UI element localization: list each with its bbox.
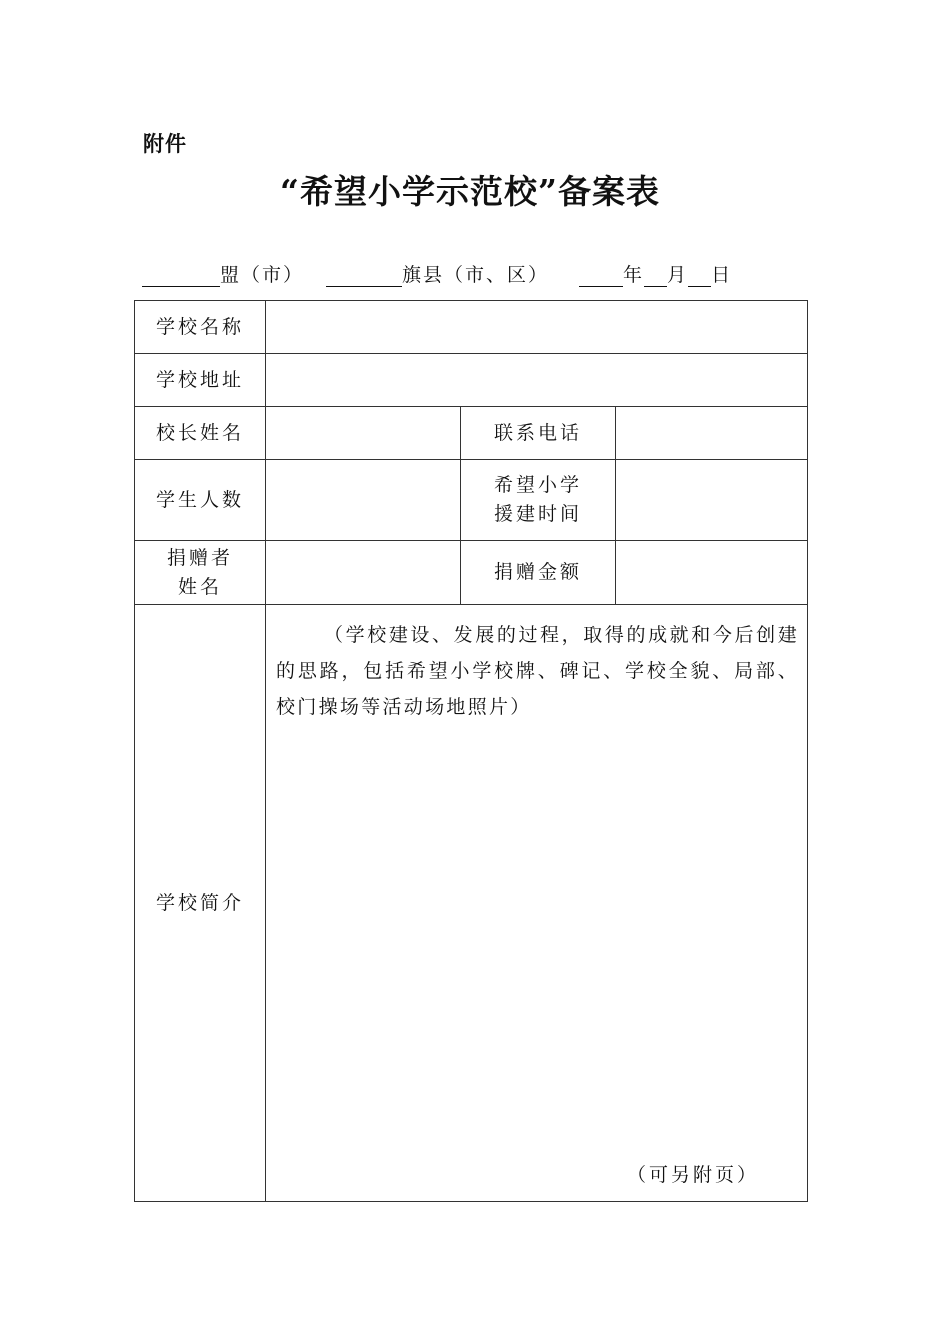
school-name-label: 学校名称 [135, 301, 266, 354]
month-label: 月 [667, 264, 689, 286]
student-count-field[interactable] [266, 460, 461, 541]
school-name-field[interactable] [266, 301, 808, 354]
donor-label-line2: 姓名 [177, 575, 222, 598]
donation-amount-field[interactable] [616, 541, 808, 605]
league-blank[interactable] [142, 265, 220, 287]
aid-time-label-line2: 援建时间 [493, 503, 582, 525]
registration-form-table [134, 300, 808, 1202]
league-label: 盟（市） [220, 264, 305, 286]
phone-field[interactable] [616, 407, 808, 460]
principal-name-label: 校长姓名 [135, 407, 266, 460]
school-intro-hint: （学校建设、发展的过程，取得的成就和今后创建的思路，包括希望小学校牌、碑记、学校全貌、局部、校门操场等活动场地照片） [276, 624, 800, 718]
year-blank[interactable] [579, 265, 623, 287]
donor-name-label [135, 541, 266, 605]
day-blank[interactable] [688, 265, 711, 287]
day-label: 日 [711, 264, 733, 286]
month-blank[interactable] [644, 265, 667, 287]
donor-name-field[interactable] [266, 541, 461, 605]
student-count-label: 学生人数 [135, 460, 266, 541]
school-address-field[interactable] [266, 354, 808, 407]
donation-amount-label: 捐赠金额 [461, 541, 616, 605]
school-intro-field[interactable] [266, 605, 808, 1202]
region-date-line [142, 260, 732, 287]
year-label: 年 [623, 264, 645, 286]
aid-time-label-line1: 希望小学 [493, 474, 582, 496]
form-title: “希望小学示范校”备案表 [280, 172, 660, 211]
aid-time-label [461, 460, 616, 541]
banner-label: 旗县（市、区） [402, 264, 550, 286]
extra-page-note: （可另附页） [627, 1164, 760, 1186]
phone-label: 联系电话 [461, 407, 616, 460]
attachment-label: 附件 [143, 132, 187, 156]
aid-time-field[interactable] [616, 460, 808, 541]
school-intro-label: 学校简介 [135, 605, 266, 1202]
school-address-label: 学校地址 [135, 354, 266, 407]
donor-label-line1: 捐赠者 [166, 546, 233, 569]
banner-blank[interactable] [326, 265, 402, 287]
principal-name-field[interactable] [266, 407, 461, 460]
